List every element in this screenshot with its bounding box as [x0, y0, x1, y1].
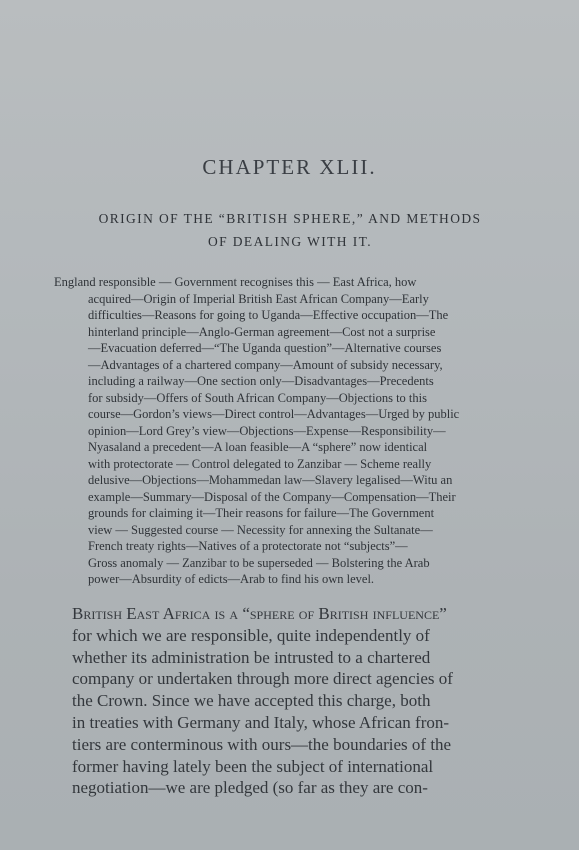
body-line: the Crown. Since we have accepted this charge, both — [72, 691, 431, 711]
body-line: whether its administration be intrusted to a chartered — [72, 647, 431, 667]
summary-line: acquired—Origin of Imperial British East African Company—Early — [88, 291, 429, 306]
body-line: in treaties with Germany and Italy, whose African fron- — [72, 712, 450, 732]
summary-line: Nyasaland a precedent—A loan feasible—A “sphere” now identical — [88, 440, 428, 454]
summary-line: with protectorate — Control delegated to Zanzibar — Scheme really — [88, 456, 432, 471]
body-paragraph — [72, 603, 524, 799]
summary-line: England responsible — Government recognises this — East Africa, how — [54, 275, 417, 289]
summary-line: including a railway—One section only—Disadvantages—Precedents — [88, 374, 434, 388]
body-line: negotiation—we are pledged (so far as they are con- — [72, 778, 428, 798]
summary-line: —Evacuation deferred—“The Uganda question”—Alternative courses — [88, 341, 442, 355]
chapter-heading: CHAPTER XLII. — [202, 155, 377, 179]
summary-line: opinion—Lord Grey’s view—Objections—Expense—Responsibility— — [88, 423, 446, 438]
chapter-summary — [56, 274, 526, 588]
chapter-title — [40, 207, 540, 253]
summary-line: French treaty rights—Natives of a protectorate not “subjects”— — [88, 539, 408, 553]
summary-line: course—Gordon’s views—Direct control—Advantages—Urged by public — [88, 407, 460, 421]
summary-line: example—Summary—Disposal of the Company—Compensation—Their — [88, 489, 456, 504]
body-line: company or undertaken through more direct agencies of — [72, 669, 453, 689]
summary-line: power—Absurdity of edicts—Arab to find his own level. — [88, 572, 375, 586]
summary-line: for subsidy—Offers of South African Company—Objections to this — [88, 390, 427, 405]
summary-line: grounds for claiming it—Their reasons for failure—The Government — [88, 506, 435, 520]
summary-line: —Advantages of a chartered company—Amount of subsidy necessary, — [88, 357, 443, 372]
body-line: tiers are conterminous with ours—the boundaries of the — [72, 734, 452, 754]
body-line: former having lately been the subject of international — [72, 756, 434, 776]
body-line: for which we are responsible, quite independently of — [72, 625, 430, 645]
summary-line: hinterland principle—Anglo-German agreement—Cost not a surprise — [88, 324, 436, 339]
summary-line: view — Suggested course — Necessity for annexing the Sultanate— — [88, 522, 433, 537]
summary-line: difficulties—Reasons for going to Uganda—Effective occupation—The — [88, 308, 449, 322]
chapter-title-line: ORIGIN OF THE “BRITISH SPHERE,” AND METHODS — [98, 211, 482, 226]
summary-line: delusive—Objections—Mohammedan law—Slavery legalised—Witu an — [88, 473, 453, 487]
summary-line: Gross anomaly — Zanzibar to be superseded — Bolstering the Arab — [88, 555, 430, 570]
chapter-title-line: OF DEALING WITH IT. — [207, 234, 373, 249]
body-line: British East Africa is a “sphere of British influence” — [72, 604, 447, 623]
